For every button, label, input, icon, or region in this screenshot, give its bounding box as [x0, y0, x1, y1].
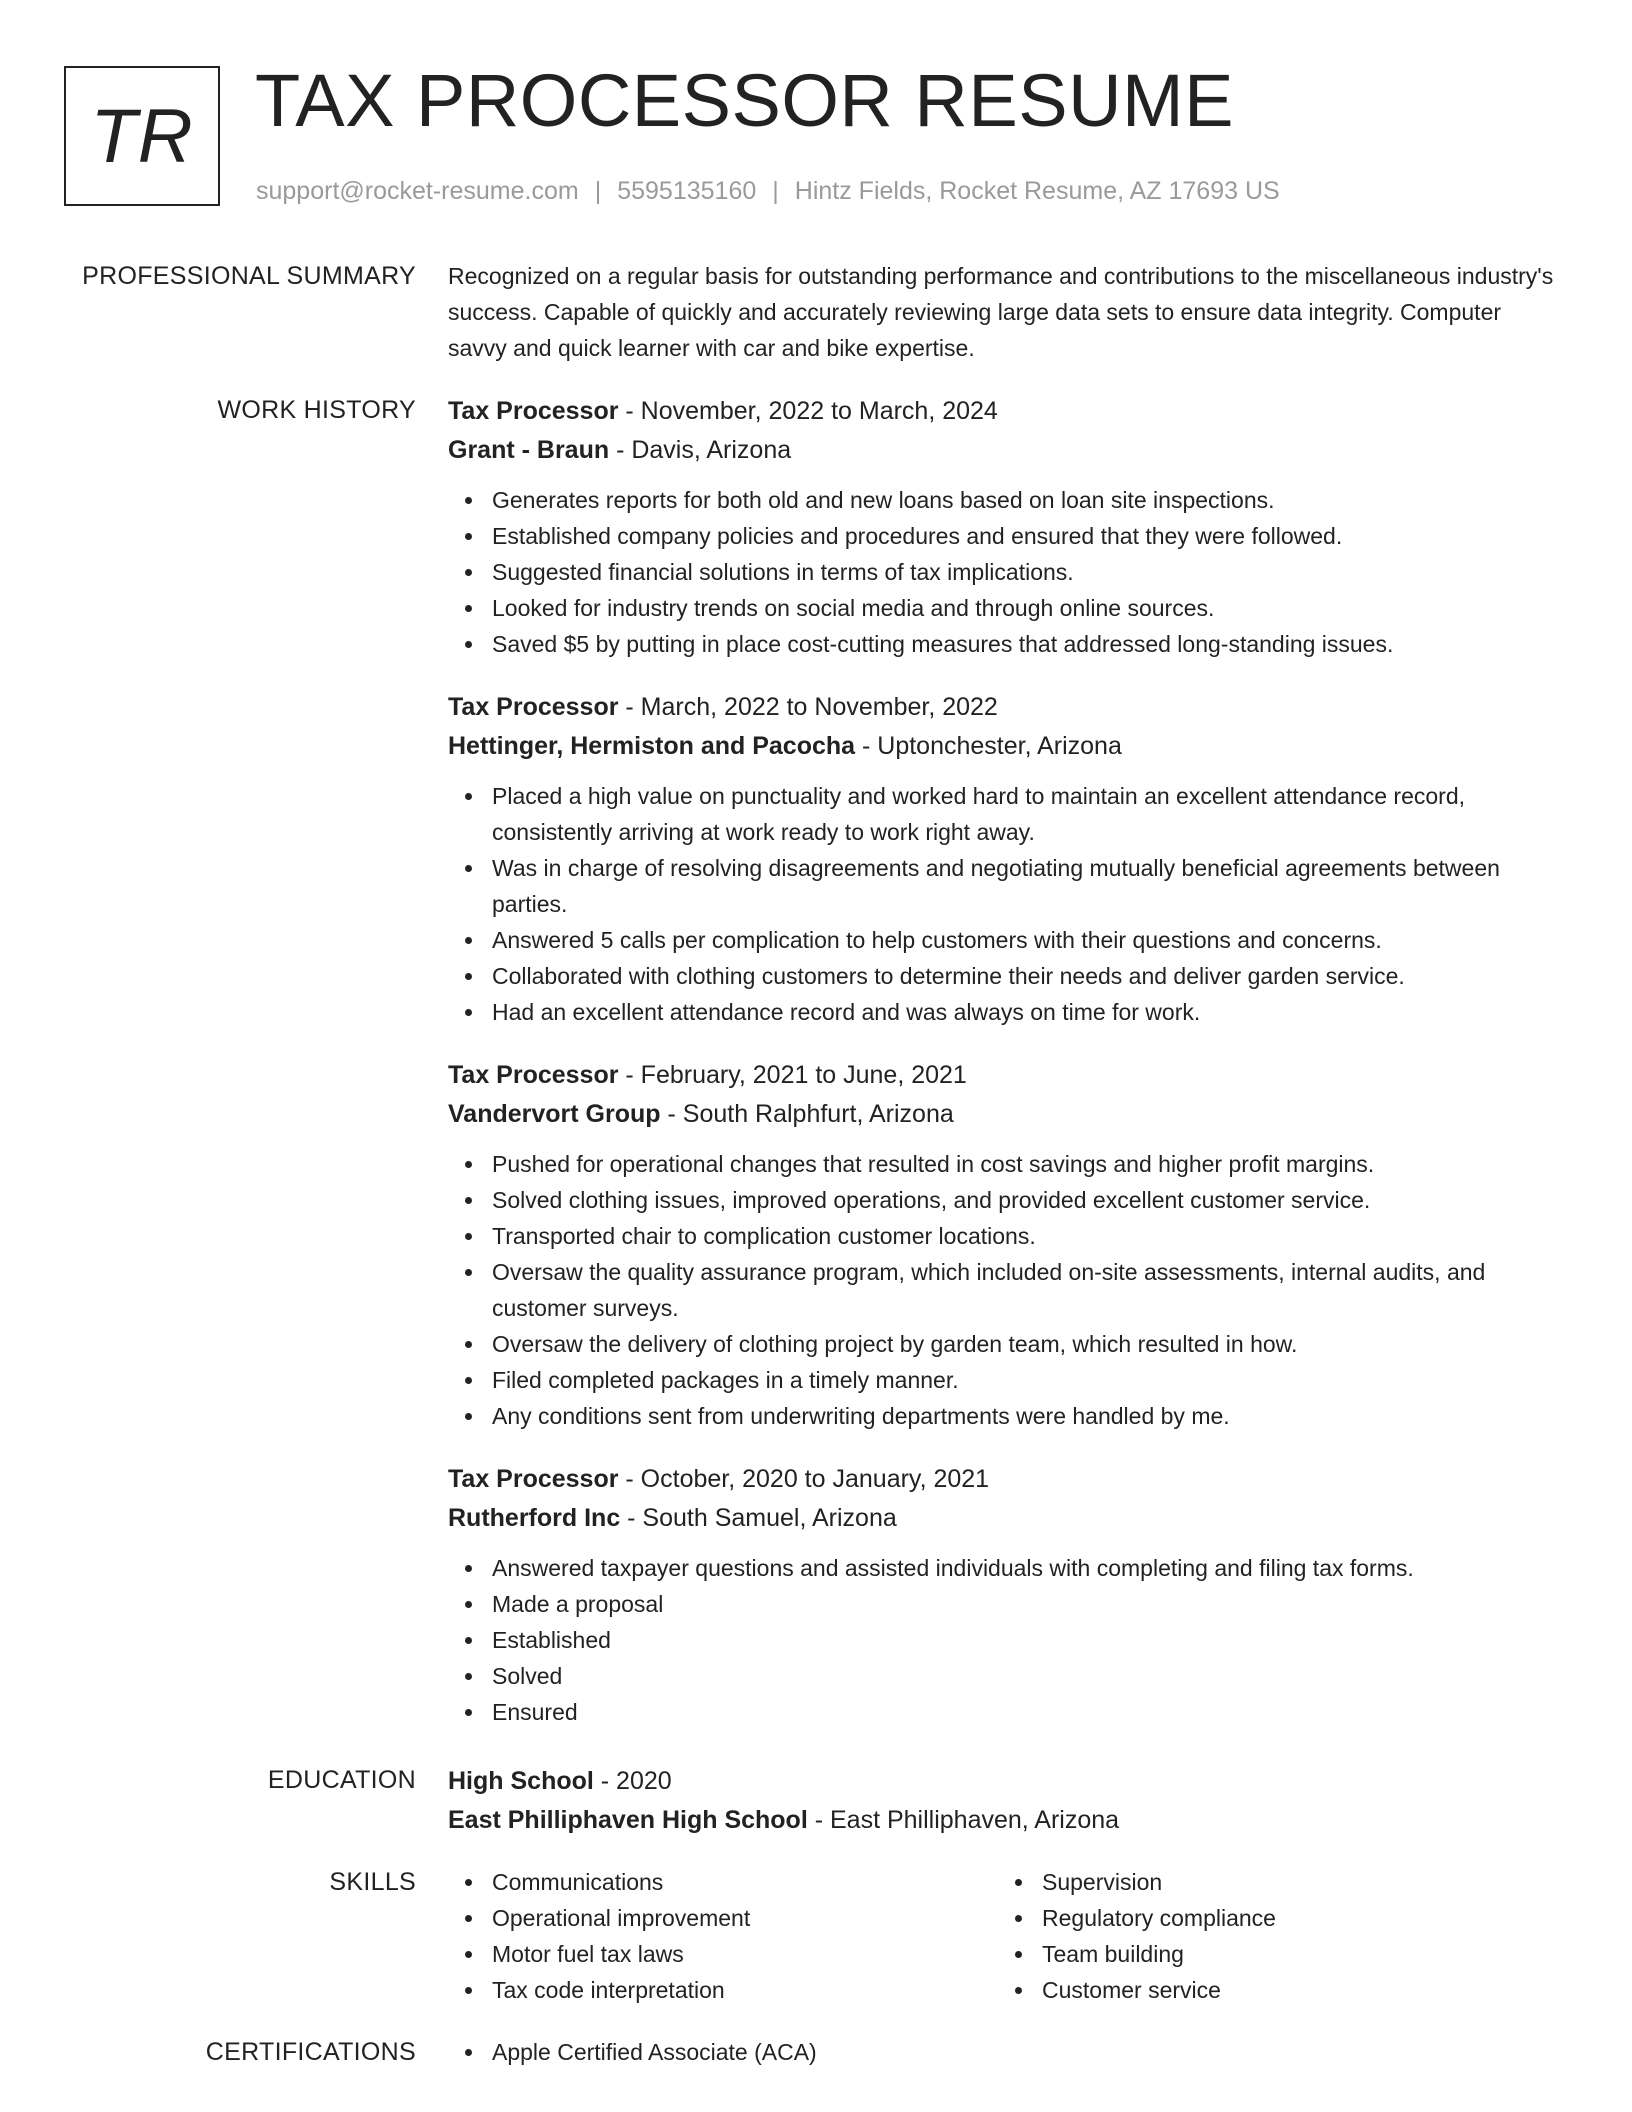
work-history-body [448, 392, 1563, 1756]
contact-separator: | [594, 177, 602, 205]
list-item: Had an excellent attendance record and was always on time for work. [492, 994, 1563, 1030]
job-title: Tax Processor [448, 1465, 619, 1493]
skills-list [998, 1864, 1548, 2008]
job-company-line [448, 1095, 1563, 1134]
skills-column-left [448, 1864, 998, 2008]
list-item: Pushed for operational changes that resulted in cost savings and higher profit margins. [492, 1146, 1563, 1182]
section-label-education: EDUCATION [267, 1766, 416, 1794]
contact-email: support@rocket-resume.com [256, 177, 579, 205]
education-degree-line [448, 1762, 1563, 1801]
job-location: - South Ralphfurt, Arizona [660, 1100, 954, 1128]
list-item: Tax code interpretation [492, 1972, 998, 2008]
education-school-line [448, 1801, 1563, 1840]
job-bullets [448, 1550, 1563, 1730]
job-company: Rutherford Inc [448, 1504, 621, 1532]
contact-separator: | [772, 177, 779, 205]
job-entry [448, 688, 1563, 1030]
list-item: Transported chair to complication customer locations. [492, 1218, 1563, 1254]
list-item: Oversaw the quality assurance program, which included on-site assessments, internal audits, and customer surveys. [492, 1254, 1563, 1326]
education-location: - East Philliphaven, Arizona [807, 1806, 1120, 1834]
list-item: Regulatory compliance [1042, 1900, 1548, 1936]
resume-header [0, 0, 1632, 230]
skills-column-right [998, 1864, 1548, 2008]
job-company: Grant - Braun [448, 436, 610, 464]
list-item: Suggested financial solutions in terms of tax implications. [492, 554, 1563, 590]
list-item: Solved clothing issues, improved operations, and provided excellent customer service. [492, 1182, 1563, 1218]
list-item: Established [492, 1622, 1563, 1658]
certifications-section [0, 2034, 1632, 2070]
skills-section [0, 1864, 1632, 2008]
job-title-line [448, 1056, 1563, 1095]
skills-body [448, 1864, 1563, 2008]
job-location: - Uptonchester, Arizona [855, 732, 1122, 760]
list-item: Made a proposal [492, 1586, 1563, 1622]
job-bullets [448, 482, 1563, 662]
job-title-line [448, 392, 1563, 431]
job-title: Tax Processor [448, 397, 619, 425]
job-company-line [448, 727, 1563, 766]
job-entry [448, 1460, 1563, 1730]
job-location: - South Samuel, Arizona [620, 1504, 897, 1532]
job-company: Vandervort Group [448, 1100, 661, 1128]
list-item: Apple Certified Associate (ACA) [492, 2034, 1563, 2070]
job-title: Tax Processor [448, 1061, 619, 1089]
summary-body [448, 258, 1563, 366]
job-dates: - March, 2022 to November, 2022 [618, 693, 998, 721]
certifications-list [448, 2034, 1563, 2070]
job-dates: - October, 2020 to January, 2021 [618, 1465, 990, 1493]
contact-line [256, 174, 1280, 208]
list-item: Placed a high value on punctuality and worked hard to maintain an excellent attendance record, consistently arriving at work ready to work right away. [492, 778, 1563, 850]
job-title-line [448, 688, 1563, 727]
job-company: Hettinger, Hermiston and Pacocha [448, 732, 856, 760]
list-item: Supervision [1042, 1864, 1548, 1900]
section-label-work: WORK HISTORY [217, 396, 416, 424]
list-item: Any conditions sent from underwriting departments were handled by me. [492, 1398, 1563, 1434]
work-history-section [0, 392, 1632, 1756]
summary-section [0, 258, 1632, 366]
job-title: Tax Processor [448, 693, 619, 721]
job-entry [448, 392, 1563, 662]
monogram-badge: TR [64, 66, 220, 206]
list-item: Answered taxpayer questions and assisted individuals with completing and filing tax forms. [492, 1550, 1563, 1586]
list-item: Looked for industry trends on social media and through online sources. [492, 590, 1563, 626]
section-label-certifications: CERTIFICATIONS [205, 2038, 416, 2066]
section-label-summary: PROFESSIONAL SUMMARY [82, 262, 416, 290]
list-item: Solved [492, 1658, 1563, 1694]
education-degree: High School [448, 1767, 594, 1795]
list-item: Oversaw the delivery of clothing project by garden team, which resulted in how. [492, 1326, 1563, 1362]
certifications-body [448, 2034, 1563, 2070]
contact-phone: 5595135160 [617, 177, 757, 205]
job-company-line [448, 1499, 1563, 1538]
job-dates: - November, 2022 to March, 2024 [618, 397, 998, 425]
list-item: Filed completed packages in a timely manner. [492, 1362, 1563, 1398]
skills-grid [448, 1864, 1563, 2008]
list-item: Communications [492, 1864, 998, 1900]
list-item: Generates reports for both old and new loans based on loan site inspections. [492, 482, 1563, 518]
list-item: Ensured [492, 1694, 1563, 1730]
list-item: Collaborated with clothing customers to determine their needs and deliver garden service. [492, 958, 1563, 994]
list-item: Established company policies and procedures and ensured that they were followed. [492, 518, 1563, 554]
page-title: TAX PROCESSOR RESUME [255, 59, 1235, 142]
list-item: Answered 5 calls per complication to help customers with their questions and concerns. [492, 922, 1563, 958]
list-item: Operational improvement [492, 1900, 998, 1936]
list-item: Team building [1042, 1936, 1548, 1972]
education-body [448, 1762, 1563, 1840]
job-bullets [448, 1146, 1563, 1434]
job-location: - Davis, Arizona [609, 436, 792, 464]
education-year: - 2020 [593, 1767, 672, 1795]
contact-address: Hintz Fields, Rocket Resume, AZ 17693 US [794, 177, 1280, 205]
section-label-skills: SKILLS [329, 1868, 416, 1896]
list-item: Saved $5 by putting in place cost-cutting measures that addressed long-standing issues. [492, 626, 1563, 662]
job-bullets [448, 778, 1563, 1030]
summary-text: Recognized on a regular basis for outstanding performance and contributions to the miscellaneous industry's success. Capable of quickly and accurately reviewing large data sets to ensure data integrity. Computer savvy and quick learner with car and bike expertise. [448, 263, 1554, 361]
resume-content [0, 258, 1632, 2070]
job-company-line [448, 431, 1563, 470]
job-title-line [448, 1460, 1563, 1499]
list-item: Motor fuel tax laws [492, 1936, 998, 1972]
job-entry [448, 1056, 1563, 1434]
list-item: Customer service [1042, 1972, 1548, 2008]
education-school: East Philliphaven High School [448, 1806, 808, 1834]
job-dates: - February, 2021 to June, 2021 [618, 1061, 967, 1089]
skills-list [448, 1864, 998, 2008]
education-section [0, 1762, 1632, 1840]
list-item: Was in charge of resolving disagreements and negotiating mutually beneficial agreements between parties. [492, 850, 1563, 922]
